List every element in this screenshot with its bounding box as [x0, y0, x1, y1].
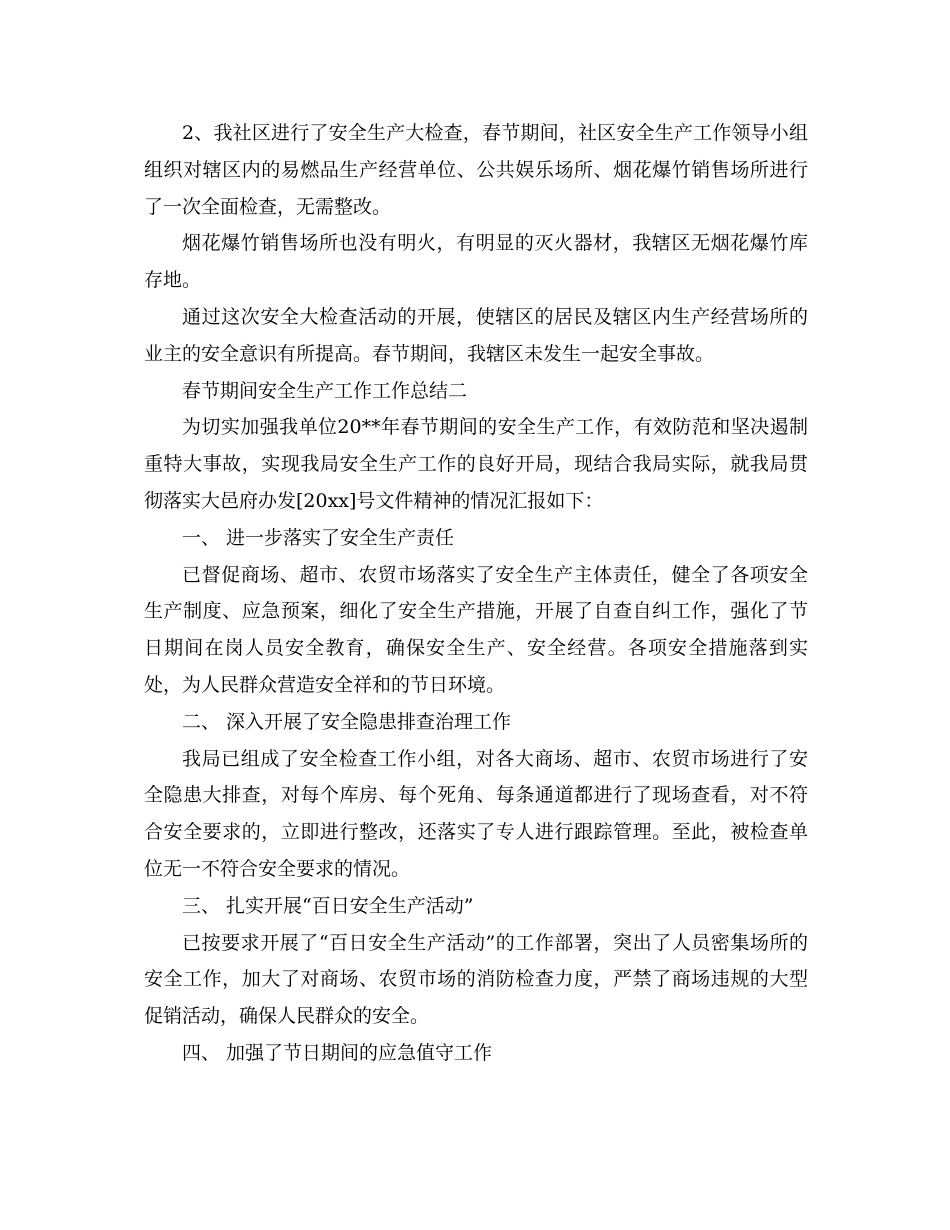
paragraph-awareness: 通过这次安全大检查活动的开展，使辖区的居民及辖区内生产经营场所的业主的安全意识有所提高。春节期间，我辖区未发生一起安全事故。 — [144, 305, 808, 365]
paragraph-fireworks-sites: 烟花爆竹销售场所也没有明火，有明显的灭火器材，我辖区无烟花爆竹库存地。 — [144, 232, 808, 292]
heading-section-one: 一、 进一步落实了安全生产责任 — [182, 526, 455, 549]
paragraph-section-two: 我局已组成了安全检查工作小组，对各大商场、超市、农贸市场进行了安全隐患大排查，对每个库房、每个死角、每条通道都进行了现场查看，对不符合安全要求的，立即进行整改，还落实了专人进行跟踪管理。至此，被检查单位无一不符合安全要求的情况。 — [144, 747, 808, 880]
paragraph-safety-inspection: 2、我社区进行了安全生产大检查，春节期间，社区安全生产工作领导小组组织对辖区内的易燃品生产经营单位、公共娱乐场所、烟花爆竹销售场所进行了一次全面检查，无需整改。 — [144, 122, 808, 218]
paragraph-introduction: 为切实加强我单位20**年春节期间的安全生产工作，有效防范和坚决遏制重特大事故，实现我局安全生产工作的良好开局，现结合我局实际，就我局贯彻落实大邑府办发[20xx]号文件精神的情况汇报如下： — [144, 416, 808, 512]
document-body — [144, 115, 808, 1072]
heading-section-four: 四、 加强了节日期间的应急值守工作 — [182, 1041, 493, 1064]
paragraph-section-three: 已按要求开展了“百日安全生产活动”的工作部署，突出了人员密集场所的安全工作，加大了对商场、农贸市场的消防检查力度，严禁了商场违规的大型促销活动，确保人民群众的安全。 — [144, 931, 808, 1028]
heading-section-three: 三、 扎实开展“百日安全生产活动” — [182, 894, 474, 917]
heading-section-two: 二、 深入开展了安全隐患排查治理工作 — [182, 710, 512, 733]
paragraph-section-one: 已督促商场、超市、农贸市场落实了安全生产主体责任，健全了各项安全生产制度、应急预案，细化了安全生产措施，开展了自查自纠工作，强化了节日期间在岗人员安全教育，确保安全生产、安全经营。各项安全措施落到实处，为人民群众营造安全祥和的节日环境。 — [144, 563, 808, 696]
section-title-summary-two: 春节期间安全生产工作工作总结二 — [182, 379, 468, 402]
